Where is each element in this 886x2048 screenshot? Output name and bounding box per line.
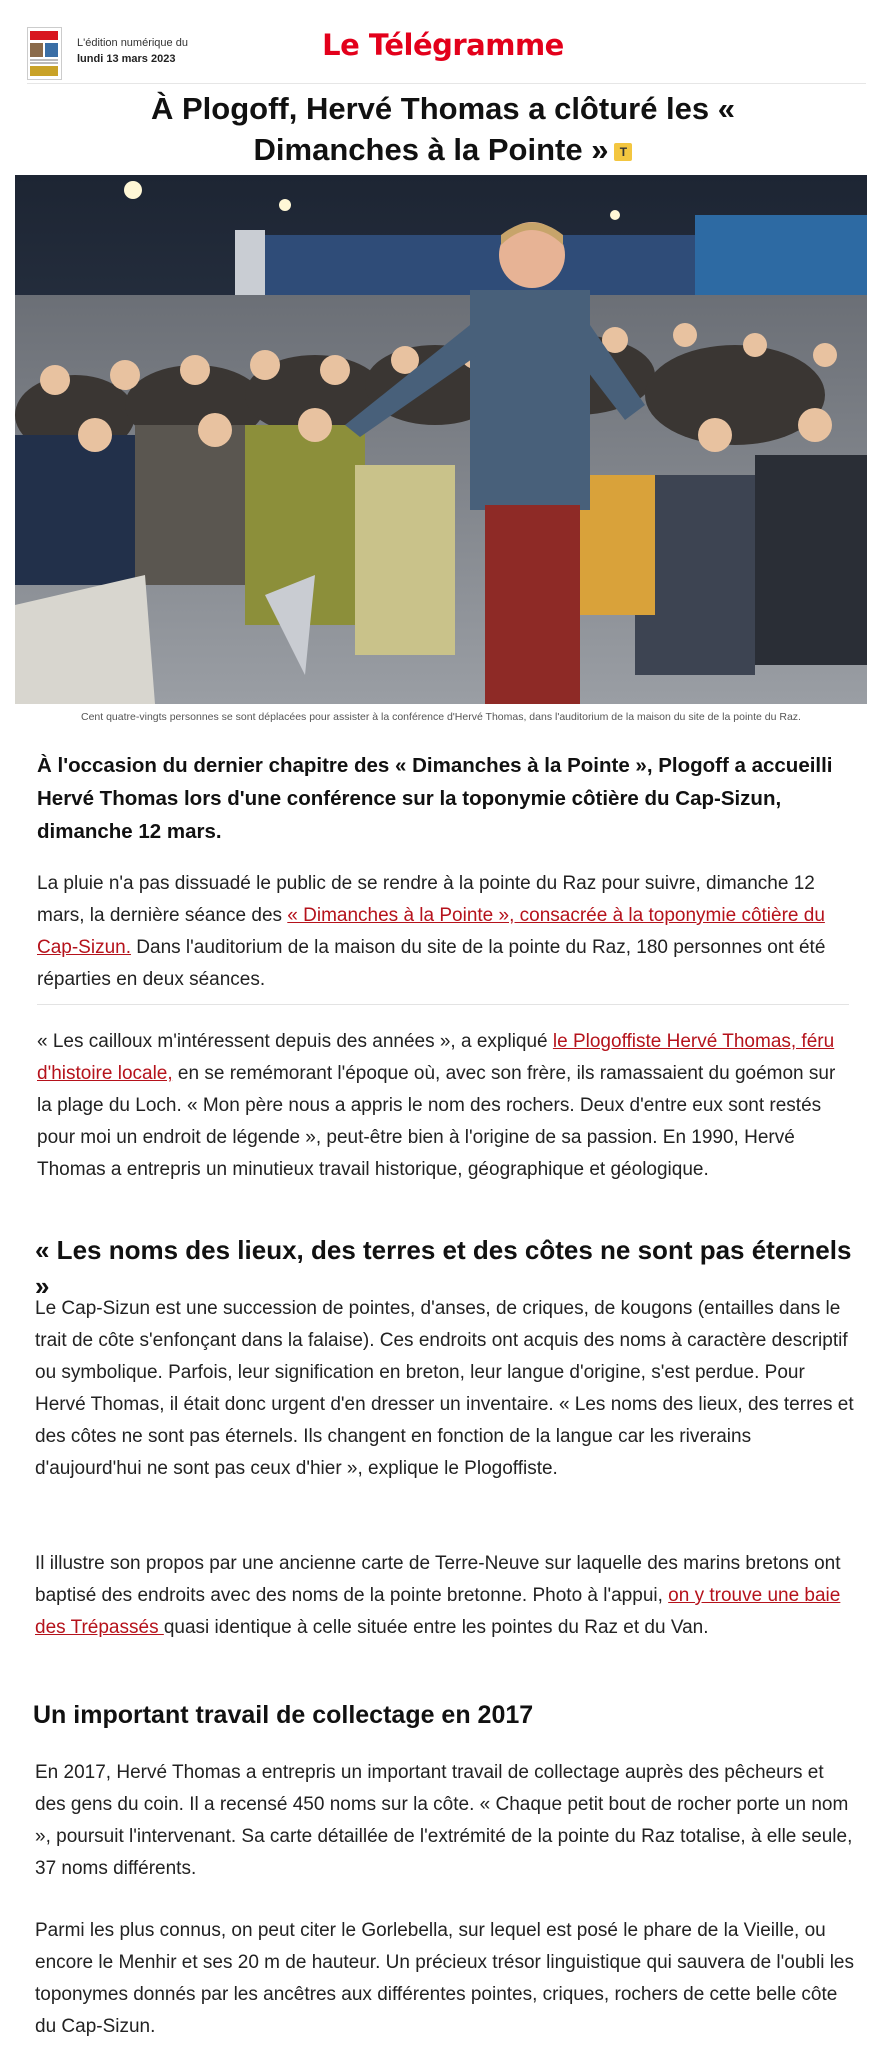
article-photo[interactable] <box>15 175 867 704</box>
paragraph-1-text-a: La pluie n'a pas dissuadé le public de se rendre à la pointe du Raz pour suivre, dimanche 12 mars, la dernière séance des <box>37 873 815 926</box>
paragraph-1-text-b: Dans l'auditorium de la maison du site de la pointe du Raz, 180 personnes ont été réparties en deux séances. <box>37 937 826 990</box>
paragraph-5: En 2017, Hervé Thomas a entrepris un important travail de collectage auprès des pêcheurs et des gens du coin. Il a recensé 450 noms sur la côte. « Chaque petit bout de rocher porte un nom », poursuit l'intervenant. Sa carte détaillée de l'extrémité de la pointe du Raz totalise, à elle seule, 37 noms différents. <box>35 1762 853 1879</box>
paragraph-4 <box>35 1548 855 1644</box>
edition-label: L'édition numérique du <box>77 37 188 49</box>
paragraph-2-text-a: « Les cailloux m'intéressent depuis des années », a expliqué <box>37 1031 553 1052</box>
paragraph-2 <box>37 1026 849 1186</box>
subheading-collectage: Un important travail de collectage en 2017 <box>33 1701 534 1729</box>
baie-des-trepasses-link[interactable]: on y trouve une baie des Trépassés <box>35 1585 841 1638</box>
audience-photo-illustration <box>15 175 867 704</box>
dimanches-link[interactable]: « Dimanches à la Pointe », consacrée à la toponymie côtière du Cap-Sizun. <box>37 905 825 958</box>
subheading-noms-des-lieux: « Les noms des lieux, des terres et des côtes ne sont pas éternels » <box>35 1235 852 1301</box>
paragraph-2-text-b: en se remémorant l'époque où, avec son frère, ils ramassaient du goémon sur la plage du Loch. « Mon père nous a appris le nom des rochers. Deux d'entre eux sont restés pour moi un endroit de légende », peut-être bien à l'origine de sa passion. En 1990, Hervé Thomas a entrepris un minutieux travail historique, géographique et géologique. <box>37 1063 836 1180</box>
section-divider <box>37 1004 849 1005</box>
article-title <box>100 88 786 170</box>
herve-thomas-link[interactable]: le Plogoffiste Hervé Thomas, féru d'histoire locale, <box>37 1031 835 1084</box>
header-divider <box>27 83 866 84</box>
paragraph-4-text-a: Il illustre son propos par une ancienne carte de Terre-Neuve sur laquelle des marins bretons ont baptisé des endroits avec des noms de la pointe bretonne. Photo à l'appui, <box>35 1553 841 1606</box>
paragraph-4-text-b: quasi identique à celle située entre les pointes du Raz et du Van. <box>163 1617 709 1638</box>
paragraph-6: Parmi les plus connus, on peut citer le Gorlebella, sur lequel est posé le phare de la Vieille, ou encore le Menhir et ses 20 m de hauteur. Un précieux trésor linguistique qui sauvera de l'oubli les toponymes donnés par les ancêtres aux différentes pointes, criques, rochers de cette belle côte du Cap-Sizun. <box>35 1920 854 2037</box>
photo-caption: Cent quatre-vingts personnes se sont déplacées pour assister à la conférence d'Hervé Thomas, dans l'auditorium de la maison du site de la pointe du Raz. <box>81 711 801 723</box>
site-logo[interactable]: Le Télégramme <box>322 28 564 62</box>
article-lead: À l'occasion du dernier chapitre des « Dimanches à la Pointe », Plogoff a accueilli Hervé Thomas lors d'une conférence sur la toponymie côtière du Cap-Sizun, dimanche 12 mars. <box>37 754 833 843</box>
edition-date: lundi 13 mars 2023 <box>77 53 176 65</box>
article-title-text: À Plogoff, Hervé Thomas a clôturé les « Dimanches à la Pointe » <box>151 91 735 167</box>
subscriber-badge-icon: T <box>614 143 632 161</box>
paragraph-3: Le Cap-Sizun est une succession de pointes, d'anses, de criques, de kougons (entailles dans le trait de côte s'enfonçant dans la falaise). Ces endroits ont acquis des noms à caractère descriptif ou symbolique. Parfois, leur signification en breton, leur langue d'origine, s'est perdue. Pour Hervé Thomas, il était donc urgent d'en dresser un inventaire. « Les noms des lieux, des terres et des côtes ne sont pas éternels. Ils changent en fonction de la langue car les riverains d'aujourd'hui ne sont pas ceux d'hier », explique le Plogoffiste. <box>35 1298 854 1479</box>
paragraph-1 <box>37 868 849 996</box>
header <box>0 0 886 84</box>
